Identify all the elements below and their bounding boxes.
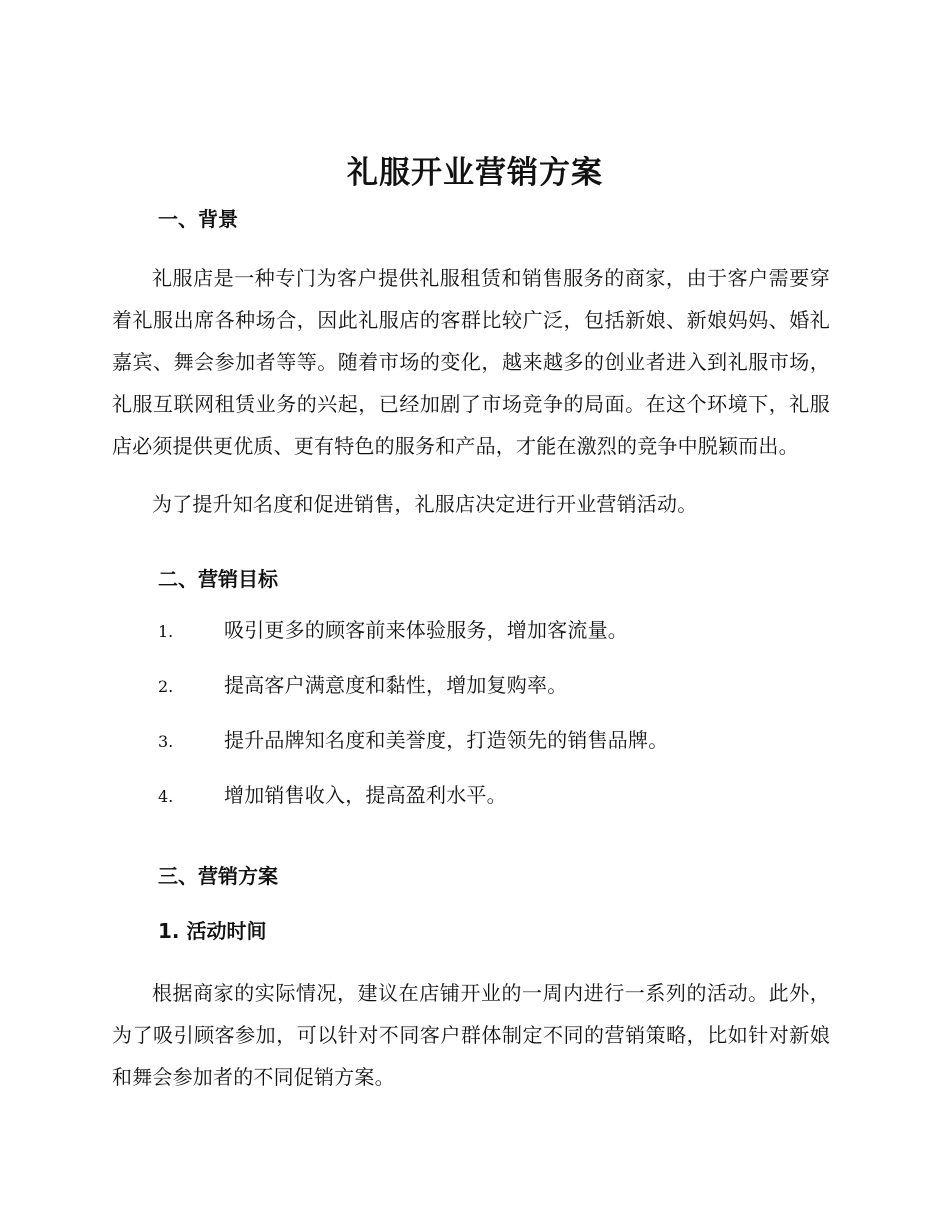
goal-item-4 — [112, 781, 830, 836]
goal-item-1 — [112, 616, 830, 671]
background-paragraph-1: 礼服店是一种专门为客户提供礼服租赁和销售服务的商家，由于客户需要穿着礼服出席各种场合，因此礼服店的客群比较广泛，包括新娘、新娘妈妈、婚礼嘉宾、舞会参加者等等。随着市场的变化，越来越多的创业者进入到礼服市场，礼服互联网租赁业务的兴起，已经加剧了市场竞争的局面。在这个环境下，礼服店必须提供更优质、更有特色的服务和产品，才能在激烈的竞争中脱颖而出。 — [112, 266, 830, 458]
goal-number: 4. — [158, 787, 174, 806]
section-heading-plan: 三、营销方案 — [158, 864, 278, 888]
background-paragraph-2: 为了提升知名度和促进销售，礼服店决定进行开业营销活动。 — [152, 492, 698, 516]
document-title: 礼服开业营销方案 — [347, 155, 603, 191]
goal-text: 提高客户满意度和黏性，增加复购率。 — [224, 673, 568, 697]
goal-text: 吸引更多的顾客前来体验服务，增加客流量。 — [224, 618, 628, 642]
section-heading-background: 一、背景 — [158, 207, 238, 231]
goal-number: 2. — [158, 677, 174, 696]
subsection-heading-activity-time: 1. 活动时间 — [158, 919, 267, 943]
section-heading-goals: 二、营销目标 — [158, 567, 278, 591]
plan-paragraph: 根据商家的实际情况，建议在店铺开业的一周内进行一系列的活动。此外，为了吸引顾客参加，可以针对不同客户群体制定不同的营销策略，比如针对新娘和舞会参加者的不同促销方案。 — [112, 981, 830, 1089]
goal-text: 提升品牌知名度和美誉度，打造领先的销售品牌。 — [224, 728, 669, 752]
goal-item-3 — [112, 726, 830, 781]
goal-item-2 — [112, 671, 830, 726]
goal-text: 增加销售收入，提高盈利水平。 — [224, 783, 507, 807]
goal-number: 3. — [158, 732, 174, 751]
goal-number: 1. — [158, 622, 174, 641]
goals-list — [112, 616, 830, 836]
